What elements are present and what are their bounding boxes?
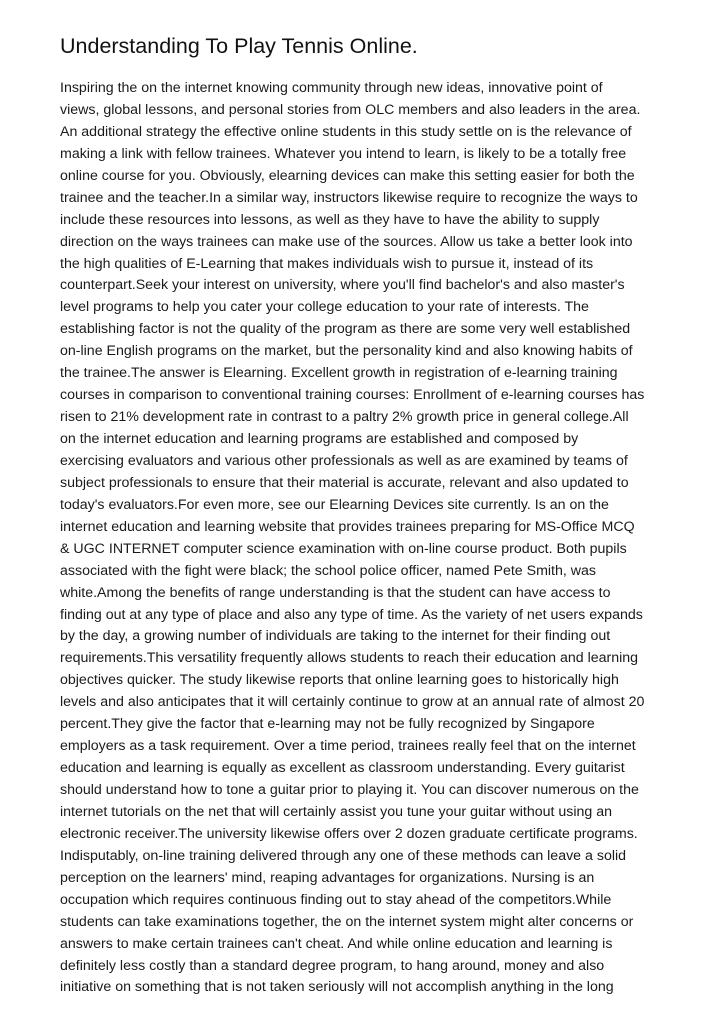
body-text-line: internet education and learning website that provides trainees preparing for MS-Office MCQ: [60, 518, 635, 535]
document-body: [60, 78, 690, 999]
body-text-line: An additional strategy the effective online students in this study settle on is the relevance of: [60, 123, 632, 140]
body-text-line: Inspiring the on the internet knowing community through new ideas, innovative point of: [60, 80, 603, 96]
body-text-line: finding out at any type of place and also any type of time. As the variety of net users expands: [60, 606, 643, 623]
body-text-line: counterpart.Seek your interest on university, where you'll find bachelor's and also master's: [60, 277, 625, 294]
body-text-line: direction on the ways trainees can make use of the sources. Allow us take a better look into: [60, 233, 633, 250]
body-text-line: level programs to help you cater your college education to your rate of interests. The: [60, 299, 589, 316]
body-text-line: the high qualities of E-Learning that makes individuals wish to pursue it, instead of its: [60, 255, 594, 272]
body-text-line: white.Among the benefits of range understanding is that the student can have access to: [60, 584, 611, 601]
body-text-line: courses in comparison to conventional training courses: Enrollment of e-learning courses has: [60, 387, 645, 404]
body-text-line: students can take examinations together, the on the internet system might alter concerns or: [60, 913, 634, 930]
body-text-line: establishing factor is not the quality of the program as there are some very well established: [60, 321, 631, 338]
body-text-line: today's evaluators.For even more, see our Elearning Devices site currently. Is an on the: [60, 496, 609, 513]
body-text-line: the trainee.The answer is Elearning. Excellent growth in registration of e-learning training: [60, 365, 618, 382]
body-text-line: on-line English programs on the market, but the personality kind and also knowing habits of: [60, 343, 633, 360]
body-text-line: objectives quicker. The study likewise reports that online learning goes to historically high: [60, 672, 619, 689]
body-text-line: Indisputably, on-line training delivered through any one of these methods can leave a solid: [60, 847, 627, 864]
body-text-line: employers as a task requirement. Over a time period, trainees really feel that on the internet: [60, 738, 636, 755]
body-text-line: subject professionals to ensure that their material is accurate, relevant and also updated to: [60, 474, 629, 491]
body-text-line: online course for you. Obviously, elearning devices can make this setting easier for both the: [60, 167, 635, 184]
body-text-line: electronic receiver.The university likewise offers over 2 dozen graduate certificate programs.: [60, 825, 638, 842]
body-text-line: initiative on something that is not taken seriously will not accomplish anything in the long: [60, 979, 614, 996]
body-text-line: associated with the fight were black; the school police officer, named Pete Smith, was: [60, 562, 596, 579]
body-text-line: by the day, a growing number of individuals are taking to the internet for their finding out: [60, 628, 611, 645]
body-text-line: should understand how to tone a guitar prior to playing it. You can discover numerous on the: [60, 782, 639, 798]
body-text-line: levels and also anticipates that it will certainly continue to grow at an annual rate of almost 20: [60, 694, 645, 711]
body-text-line: occupation which requires continuous finding out to stay ahead of the competitors.While: [60, 891, 612, 908]
body-text-line: perception on the learners' mind, reaping advantages for organizations. Nursing is an: [60, 869, 595, 886]
body-text-line: percent.They give the factor that e-learning may not be fully recognized by Singapore: [60, 716, 595, 733]
body-text-line: include these resources into lessons, as well as they have to have the ability to supply: [60, 211, 600, 228]
body-text-line: definitely less costly than a standard degree program, to hang around, money and also: [60, 957, 605, 974]
body-text-line: internet tutorials on the net that will certainly assist you tune your guitar without using an: [60, 803, 613, 820]
body-text-line: requirements.This versatility frequently allows students to reach their education and learning: [60, 650, 639, 667]
body-text-line: exercising evaluators and various other professionals as well as are examined by teams of: [60, 452, 628, 469]
body-text-line: making a link with fellow trainees. Whatever you intend to learn, is likely to be a totally free: [60, 145, 627, 162]
body-text-line: views, global lessons, and personal stories from OLC members and also leaders in the area.: [60, 101, 641, 118]
body-text-line: on the internet education and learning programs are established and composed by: [60, 431, 579, 447]
document-title: Understanding To Play Tennis Online.: [60, 34, 418, 58]
body-text-line: & UGC INTERNET computer science examination with on-line course product. Both pupils: [60, 540, 627, 557]
body-text-line: risen to 21% development rate in contrast to a paltry 2% growth price in general college.All: [60, 409, 629, 426]
body-text-line: answers to make certain trainees can't cheat. And while online education and learning is: [60, 935, 613, 952]
body-text-line: trainee and the teacher.In a similar way, instructors likewise require to recognize the ways to: [60, 189, 638, 206]
body-text-line: education and learning is equally as excellent as classroom understanding. Every guitarist: [60, 760, 625, 777]
